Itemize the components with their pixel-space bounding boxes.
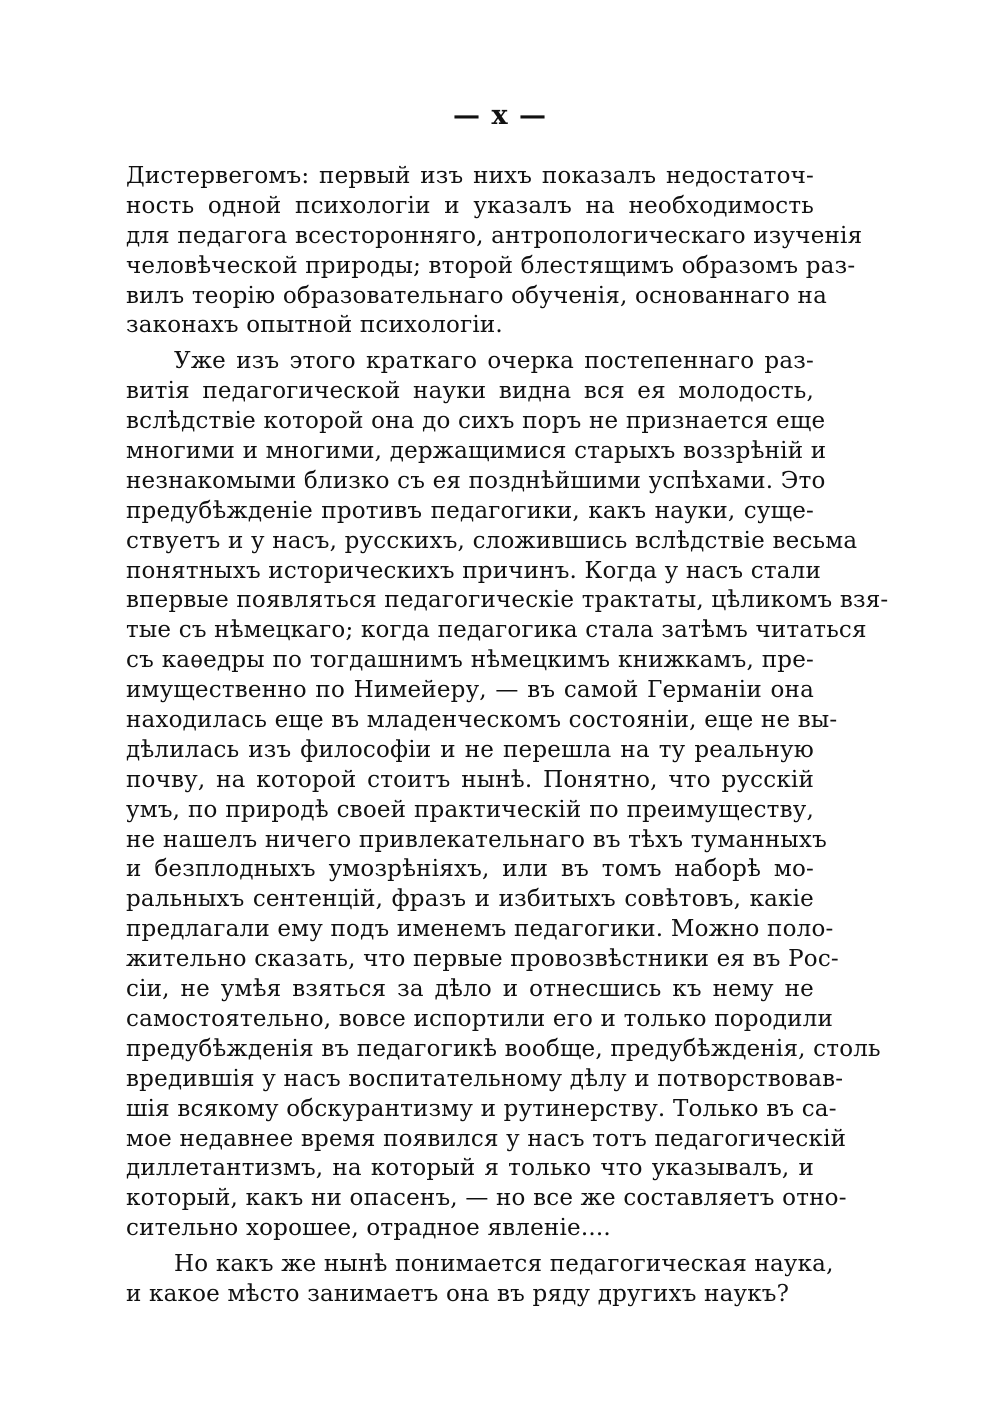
- text-line: Дистервегомъ: первый изъ нихъ показалъ недостаточ-: [126, 163, 814, 189]
- page-number: — x —: [453, 100, 547, 131]
- text-line: ральныхъ сентенцій, фразъ и избитыхъ совѣтовъ, какіе: [126, 886, 814, 913]
- text-line: имущественно по Нимейеру, — въ самой Германіи она: [126, 677, 814, 704]
- paragraph-3: [126, 1250, 834, 1310]
- text-line: тые съ нѣмецкаго; когда педагогика стала затѣмъ читаться: [126, 617, 867, 644]
- text-line: и какое мѣсто занимаетъ она въ ряду другихъ наукъ?: [126, 1280, 790, 1307]
- text-line: вредившія у насъ воспитательному дѣлу и потворствовав-: [126, 1065, 844, 1092]
- text-line: сіи, не умѣя взяться за дѣло и отнесшись къ нему не: [126, 976, 814, 1003]
- text-line: ствуетъ и у насъ, русскихъ, сложившись вслѣдствіе весьма: [126, 527, 858, 554]
- text-line: самостоятельно, вовсе испортили его и только породили: [126, 1005, 834, 1032]
- text-line: предлагали ему подъ именемъ педагогики. Можно поло-: [126, 916, 834, 943]
- text-line: вслѣдствіе которой она до сихъ поръ не признается еще: [126, 408, 826, 435]
- body-text: [126, 162, 889, 1310]
- text-line: впервые появляться педагогическіе трактаты, цѣликомъ взя-: [126, 587, 889, 614]
- text-line: человѣческой природы; второй блестящимъ образомъ раз-: [126, 252, 856, 279]
- text-line: Уже изъ этого краткаго очерка постепеннаго раз-: [174, 348, 814, 375]
- text-line: умъ, по природѣ своей практическій по преимуществу,: [126, 796, 814, 823]
- paragraph-2: [126, 347, 889, 1244]
- text-line: шія всякому обскурантизму и рутинерству. Только въ са-: [126, 1095, 837, 1122]
- text-line: предубѣжденіе противъ педагогики, какъ науки, суще-: [126, 497, 814, 524]
- text-line: и безплодныхъ умозрѣніяхъ, или въ томъ наборѣ мо-: [126, 856, 814, 883]
- text-line: съ каѳедры по тогдашнимъ нѣмецкимъ книжкамъ, пре-: [126, 647, 814, 674]
- text-line: почву, на которой стоитъ нынѣ. Понятно, что русскій: [126, 766, 814, 793]
- text-line: сительно хорошее, отрадное явленіе....: [126, 1215, 611, 1242]
- text-line: Но какъ же нынѣ понимается педагогическая наука,: [174, 1251, 834, 1278]
- text-line: который, какъ ни опасенъ, — но все же составляетъ отно-: [126, 1185, 847, 1212]
- text-line: вилъ теорію образовательнаго обученія, основаннаго на: [126, 282, 827, 309]
- text-line: находилась еще въ младенческомъ состояніи, еще не вы-: [126, 707, 838, 734]
- text-line: витія педагогической науки видна вся ея молодость,: [126, 378, 814, 405]
- text-line: ность одной психологіи и указалъ на необходимость: [126, 192, 814, 219]
- text-line: не нашелъ ничего привлекательнаго въ тѣхъ туманныхъ: [126, 826, 827, 853]
- text-line: жительно сказать, что первые провозвѣстники ея въ Рос-: [126, 946, 839, 973]
- text-line: для педагога всесторонняго, антропологическаго изученія: [126, 222, 863, 249]
- text-line: многими и многими, держащимися старыхъ воззрѣній и: [126, 438, 827, 465]
- text-line: диллетантизмъ, на который я только что указывалъ, и: [126, 1155, 814, 1182]
- text-line: мое недавнее время появился у насъ тотъ педагогическій: [126, 1125, 847, 1152]
- text-line: незнакомыми близко съ ея позднѣйшими успѣхами. Это: [126, 467, 826, 494]
- text-line: понятныхъ историческихъ причинъ. Когда у насъ стали: [126, 557, 822, 584]
- paragraph-1: [126, 162, 863, 341]
- text-line: законахъ опытной психологіи.: [126, 312, 503, 339]
- text-line: предубѣжденія въ педагогикѣ вообще, предубѣжденія, столь: [126, 1035, 881, 1062]
- text-line: дѣлилась изъ философіи и не перешла на ту реальную: [126, 736, 814, 763]
